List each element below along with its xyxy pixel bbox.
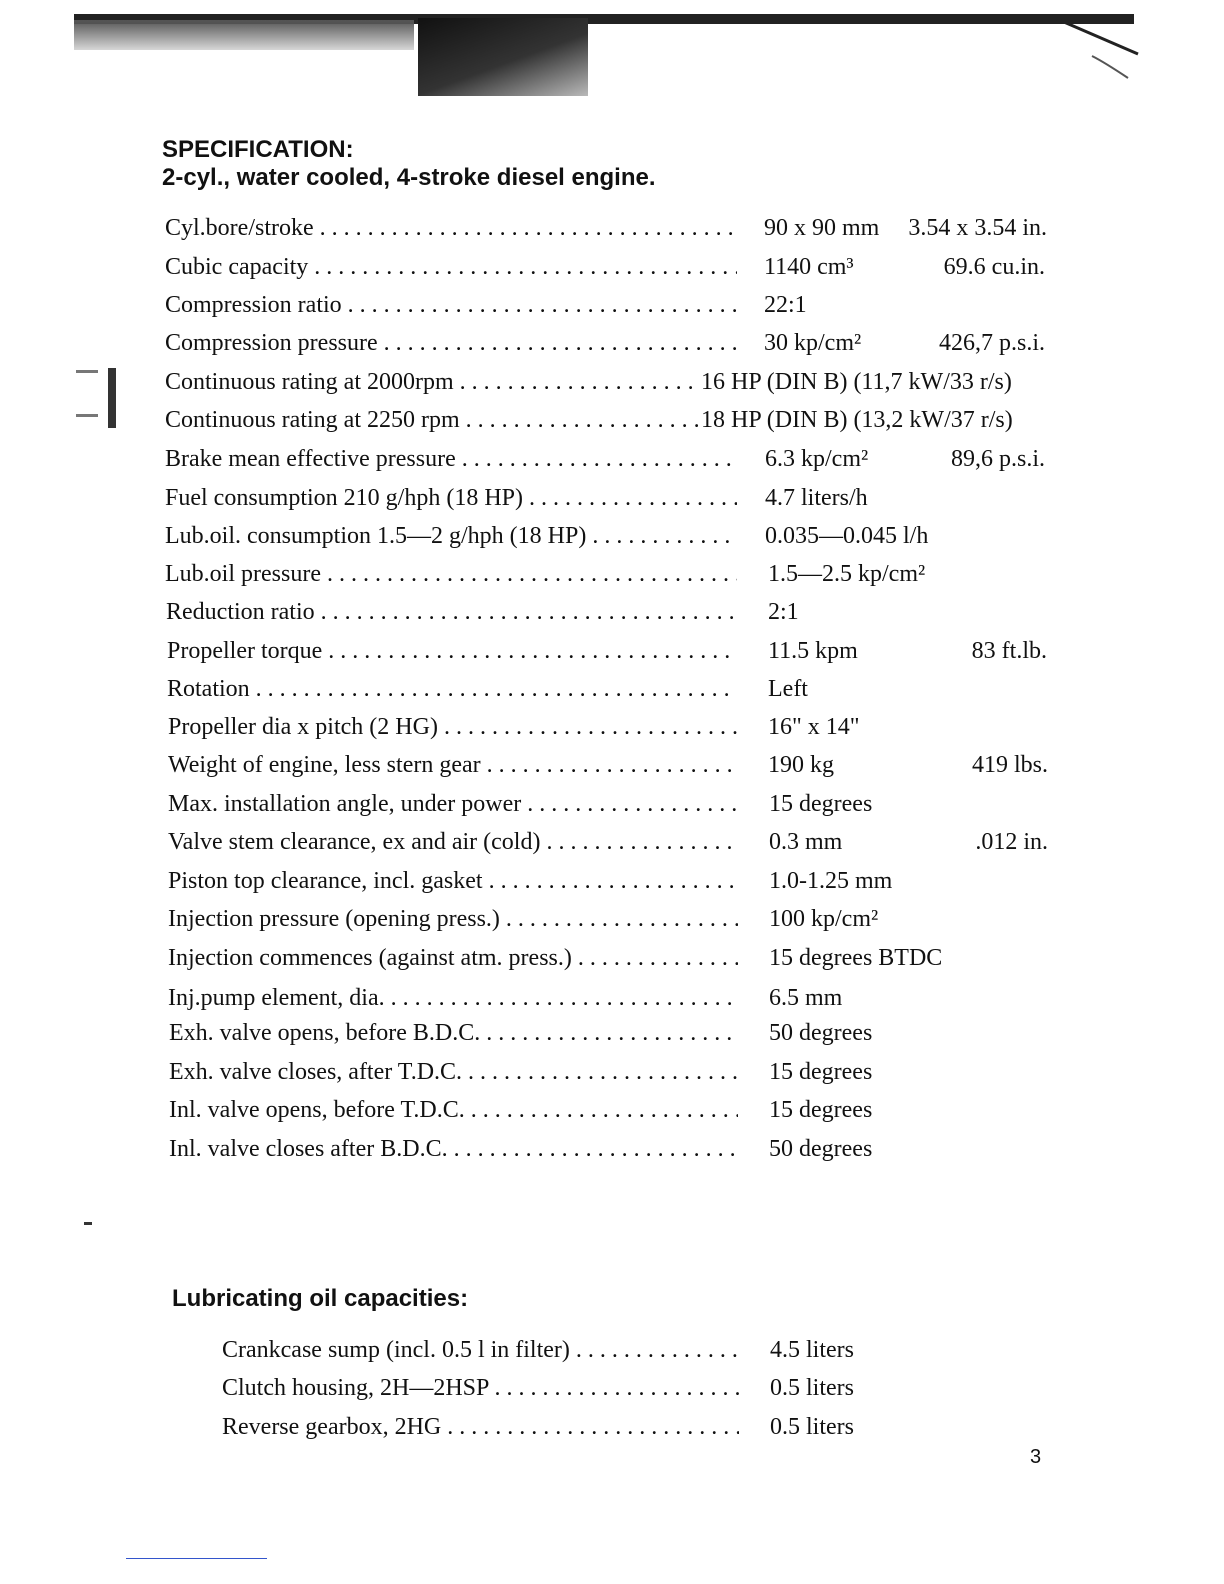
lubricating-value: 0.5 liters <box>770 1414 854 1440</box>
scan-artifact-left-mark <box>108 368 116 428</box>
spec-label: Max. installation angle, under power . . . <box>168 787 738 821</box>
spec-value: 4.7 liters/h <box>765 485 868 511</box>
spec-label: Inj.pump element, dia. . . . <box>168 981 738 1015</box>
spec-value: 16 HP (DIN B) (11,7 kW/33 r/s) <box>701 369 1012 395</box>
heading-title: SPECIFICATION: <box>162 136 354 163</box>
lubricating-label: Reverse gearbox, 2HG . . . <box>222 1410 739 1444</box>
page-number: 3 <box>1030 1446 1042 1468</box>
spec-label: Compression pressure . . . <box>165 326 737 360</box>
spec-row <box>168 710 1048 744</box>
lubricating-section-title: Lubricating oil capacities: <box>172 1285 469 1312</box>
spec-row <box>165 519 1045 553</box>
spec-row <box>167 672 1047 706</box>
spec-row <box>169 1132 1049 1166</box>
lubricating-label: Clutch housing, 2H—2HSP . . . <box>222 1371 739 1405</box>
spec-row <box>167 634 1047 668</box>
spec-label: Propeller torque . . . <box>167 634 737 668</box>
spec-value-imperial: 3.54 x 3.54 in. <box>908 215 1047 241</box>
lubricating-value: 4.5 liters <box>770 1337 854 1363</box>
spec-row <box>165 211 1047 245</box>
spec-value: 15 degrees BTDC <box>769 945 943 971</box>
spec-value: 100 kp/cm² <box>769 906 879 932</box>
spec-row <box>165 365 1047 399</box>
spec-value-imperial: 426,7 p.s.i. <box>938 330 1045 356</box>
spec-value-imperial: 83 ft.lb. <box>971 638 1047 664</box>
spec-label: Cyl.bore/stroke . . . <box>165 211 737 245</box>
spec-value: 2:1 <box>768 599 799 625</box>
scan-artifact-left-smudge <box>74 20 414 50</box>
spec-label: Rotation . . . <box>167 672 737 706</box>
spec-row <box>165 557 1045 591</box>
lubricating-row <box>222 1371 922 1405</box>
spec-label: Inl. valve opens, before T.D.C. . . . <box>169 1093 738 1127</box>
spec-value: 22:1 <box>764 292 807 318</box>
spec-row <box>168 787 1048 821</box>
spec-label: Continuous rating at 2250 rpm . . . <box>165 403 699 437</box>
scan-artifact-dark-blob <box>418 18 588 96</box>
spec-value: 15 degrees <box>769 791 873 817</box>
spec-label: Inl. valve closes after B.D.C. . . . <box>169 1132 738 1166</box>
spec-label: Weight of engine, less stern gear . . . <box>168 748 737 782</box>
lubricating-row <box>222 1333 922 1367</box>
spec-row <box>168 902 1048 936</box>
spec-value: 18 HP (DIN B) (13,2 kW/37 r/s) <box>701 407 1013 433</box>
spec-value: 15 degrees <box>769 1059 873 1085</box>
spec-value: 6.5 mm <box>769 985 843 1011</box>
lubricating-value: 0.5 liters <box>770 1375 854 1401</box>
spec-value-imperial: 69.6 cu.in. <box>943 254 1045 280</box>
spec-label: Lub.oil pressure . . . <box>165 557 737 591</box>
spec-value: 190 kg <box>768 752 834 778</box>
scan-artifact-tick <box>84 1222 92 1225</box>
spec-value: 6.3 kp/cm² <box>765 446 869 472</box>
spec-row <box>169 1055 1049 1089</box>
spec-row <box>168 864 1048 898</box>
spec-label: Continuous rating at 2000rpm . . . <box>165 365 699 399</box>
spec-row <box>169 1093 1049 1127</box>
spec-value-imperial: .012 in. <box>975 829 1048 855</box>
spec-row <box>169 1016 1049 1050</box>
spec-label: Brake mean effective pressure . . . <box>165 442 737 476</box>
spec-value: 50 degrees <box>769 1020 873 1046</box>
spec-label: Reduction ratio . . . <box>166 595 737 629</box>
footnote-rule <box>126 1558 267 1559</box>
lubricating-label: Crankcase sump (incl. 0.5 l in filter) . . . <box>222 1333 739 1367</box>
spec-row <box>165 326 1045 360</box>
heading-subtitle: 2-cyl., water cooled, 4-stroke diesel engine. <box>162 164 656 191</box>
spec-label: Propeller dia x pitch (2 HG) . . . <box>168 710 737 744</box>
spec-label: Lub.oil. consumption 1.5—2 g/hph (18 HP) . . . <box>165 519 737 553</box>
spec-value: 11.5 kpm <box>768 638 858 664</box>
spec-label: Exh. valve opens, before B.D.C. . . . <box>169 1016 738 1050</box>
lubricating-row <box>222 1410 922 1444</box>
spec-value: 1.5—2.5 kp/cm² <box>768 561 926 587</box>
page-heading <box>162 136 656 192</box>
spec-value: 90 x 90 mm <box>764 215 880 241</box>
spec-value: 1140 cm³ <box>764 254 854 280</box>
spec-row <box>165 481 1045 515</box>
scan-artifact-fold <box>1090 52 1130 80</box>
spec-row <box>165 250 1045 284</box>
spec-value: Left <box>768 676 808 702</box>
spec-value: 1.0-1.25 mm <box>769 868 893 894</box>
spec-value: 0.3 mm <box>769 829 843 855</box>
spec-label: Injection commences (against atm. press.) . . . <box>168 941 738 975</box>
spec-value: 30 kp/cm² <box>764 330 862 356</box>
spec-label: Cubic capacity . . . <box>165 250 737 284</box>
spec-value: 15 degrees <box>769 1097 873 1123</box>
spec-label: Fuel consumption 210 g/hph (18 HP) . . . <box>165 481 737 515</box>
scan-artifact-left-dash <box>76 370 98 373</box>
spec-value-imperial: 89,6 p.s.i. <box>950 446 1045 472</box>
spec-row <box>168 981 1048 1015</box>
spec-label: Valve stem clearance, ex and air (cold) . . . <box>168 825 738 859</box>
spec-row <box>165 442 1045 476</box>
spec-row <box>168 941 1048 975</box>
scan-artifact-left-dash <box>76 414 98 417</box>
spec-value: 0.035—0.045 l/h <box>765 523 929 549</box>
spec-label: Exh. valve closes, after T.D.C. . . . <box>169 1055 738 1089</box>
spec-row <box>165 288 1045 322</box>
spec-label: Compression ratio . . . <box>165 288 737 322</box>
spec-row <box>168 748 1048 782</box>
spec-row <box>168 825 1048 859</box>
spec-row <box>165 403 1047 437</box>
spec-row <box>166 595 1046 629</box>
spec-label: Piston top clearance, incl. gasket . . . <box>168 864 738 898</box>
spec-value: 16" x 14" <box>768 714 860 740</box>
spec-value: 50 degrees <box>769 1136 873 1162</box>
spec-value-imperial: 419 lbs. <box>971 752 1048 778</box>
spec-label: Injection pressure (opening press.) . . . <box>168 902 738 936</box>
